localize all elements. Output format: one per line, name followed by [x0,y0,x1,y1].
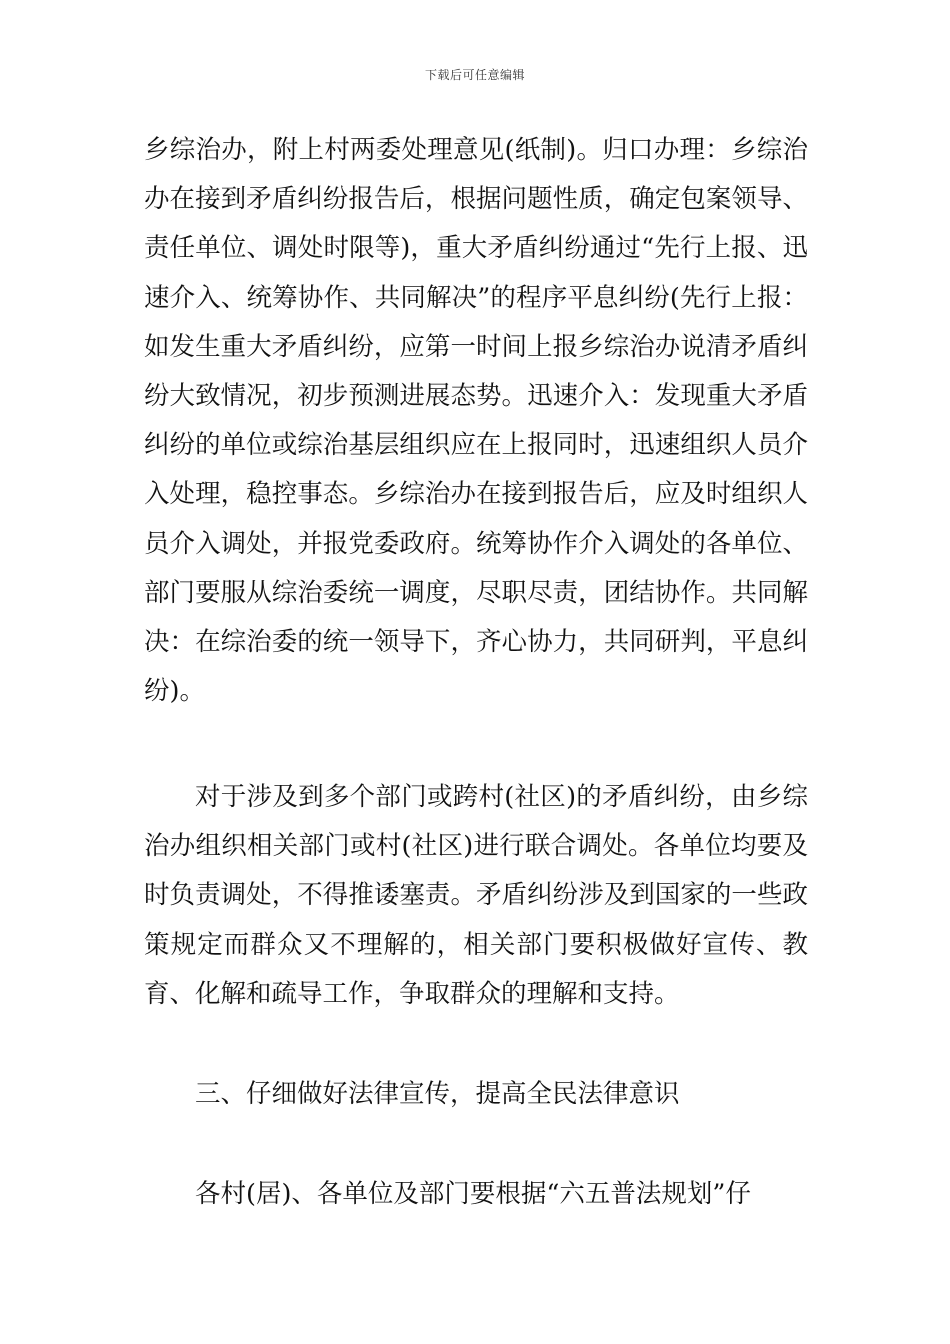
header-note: 下载后可任意编辑 [424,68,525,82]
paragraph-joint-mediation: 对于涉及到多个部门或跨村(社区)的矛盾纠纷，由乡综治办组织相关部门或村(社区)进行联合调处。各单位均要及时负责调处，不得推诿塞责。矛盾纠纷涉及到国家的一些政策规定而群众又不理解的，相关部门要积极做好宣传、教育、化解和疏导工作，争取群众的理解和支持。 [144,782,808,1009]
paragraph-dispute-handling-procedure: 乡综治办，附上村两委处理意见(纸制)。归口办理：乡综治办在接到矛盾纠纷报告后，根据问题性质，确定包案领导、责任单位、调处时限等)，重大矛盾纠纷通过“先行上报、迅速介入、统筹协作、共同解决”的程序平息纠纷(先行上报：如发生重大矛盾纠纷，应第一时间上报乡综治办说清矛盾纠纷大致情况，初步预测进展态势。迅速介入：发现重大矛盾纠纷的单位或综治基层组织应在上报同时，迅速组织人员介入处理，稳控事态。乡综治办在接到报告后，应及时组织人员介入调处，并报党委政府。统筹协作介入调处的各单位、部门要服从综治委统一调度，尽职尽责，团结协作。共同解决：在综治委的统一领导下，齐心协力，共同研判，平息纠纷)。 [144,135,808,707]
paragraph-legal-education: 各村(居)、各单位及部门要根据“六五普法规划”仔 [195,1179,751,1209]
section-heading-legal-publicity: 三、仔细做好法律宣传，提高全民法律意识 [195,1079,680,1109]
